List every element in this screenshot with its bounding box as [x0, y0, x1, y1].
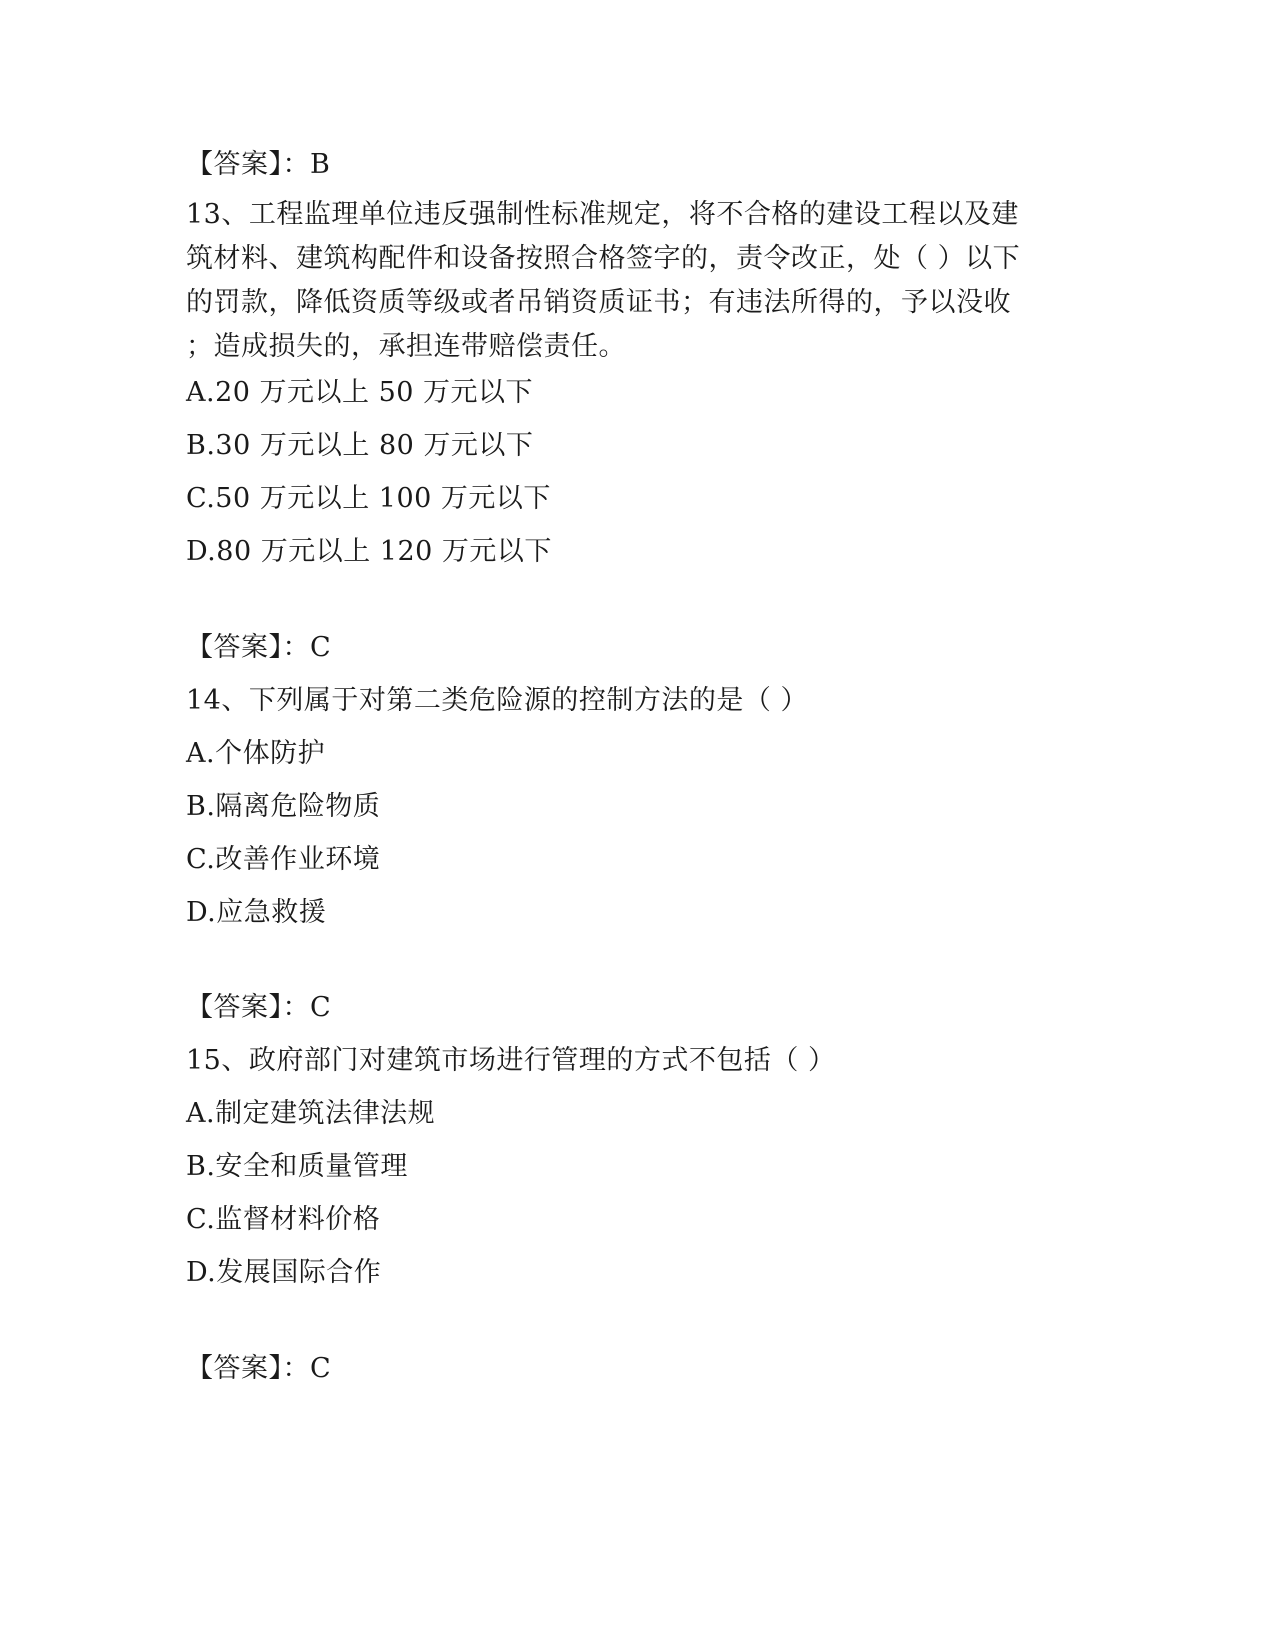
question-14-option-b: B.隔离危险物质 [186, 791, 381, 822]
question-15-option-b: B.安全和质量管理 [186, 1151, 408, 1182]
question-13-option-c: C.50 万元以上 100 万元以下 [186, 483, 551, 514]
question-13-stem-line: 筑材料、建筑构配件和设备按照合格签字的，责令改正，处（ ）以下 [186, 243, 1021, 274]
answer-q14: 【答案】：C [186, 992, 332, 1023]
question-13-stem-line: ；造成损失的，承担连带赔偿责任。 [186, 331, 626, 362]
question-13-option-b: B.30 万元以上 80 万元以下 [186, 430, 534, 461]
question-13-stem-line: 的罚款，降低资质等级或者吊销资质证书；有违法所得的，予以没收 [186, 287, 1011, 318]
question-13-stem [186, 193, 1076, 369]
question-14-option-a: A.个体防护 [186, 738, 326, 769]
question-15-option-c: C.监督材料价格 [186, 1204, 381, 1235]
question-14-option-d: D.应急救援 [186, 897, 327, 928]
answer-q13: 【答案】：C [186, 632, 332, 663]
question-15-option-a: A.制定建筑法律法规 [186, 1098, 436, 1129]
answer-q15: 【答案】：C [186, 1353, 332, 1384]
question-13-option-d: D.80 万元以上 120 万元以下 [186, 536, 552, 567]
question-15-option-d: D.发展国际合作 [186, 1257, 382, 1288]
answer-q12: 【答案】：B [186, 149, 331, 180]
question-14-option-c: C.改善作业环境 [186, 844, 381, 875]
question-13-stem-line: 13、工程监理单位违反强制性标准规定，将不合格的建设工程以及建 [186, 199, 1019, 230]
question-14-stem: 14、下列属于对第二类危险源的控制方法的是（ ） [186, 685, 808, 716]
question-13-option-a: A.20 万元以上 50 万元以下 [186, 377, 534, 408]
question-15-stem: 15、政府部门对建筑市场进行管理的方式不包括（ ） [186, 1045, 836, 1076]
